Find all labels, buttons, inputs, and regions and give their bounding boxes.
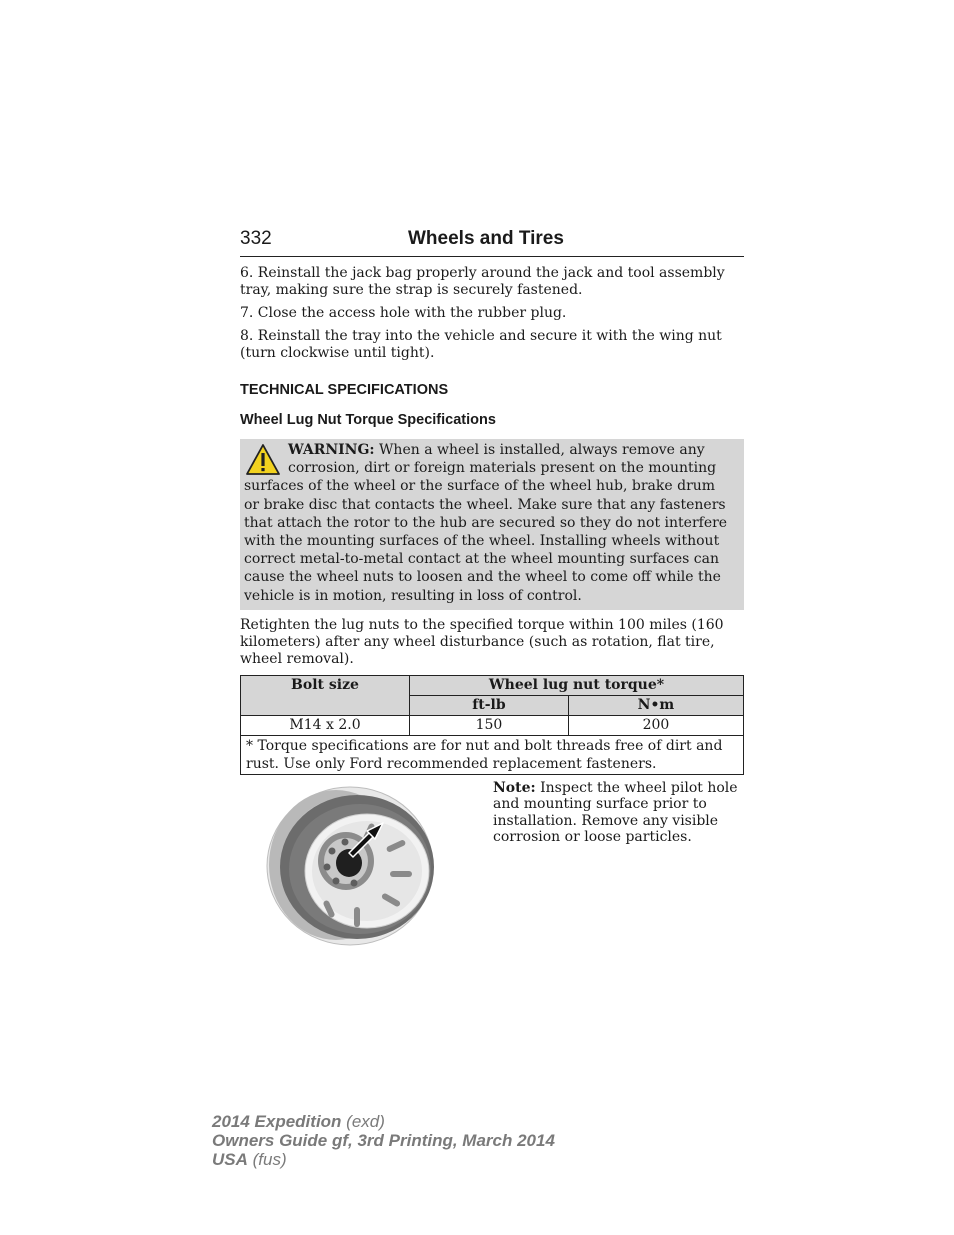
chapter-title: Wheels and Tires: [408, 228, 564, 249]
footer-region-code: (fus): [247, 1150, 287, 1169]
note-section: [240, 775, 744, 975]
table-row: [241, 715, 744, 735]
footer-model: 2014 Expedition: [212, 1112, 342, 1131]
warning-triangle-icon: [245, 443, 281, 477]
cell-bolt: M14 x 2.0: [241, 715, 410, 735]
header-torque: Wheel lug nut torque*: [410, 675, 744, 695]
torque-spec-table: [240, 675, 744, 775]
cell-nm: 200: [568, 715, 743, 735]
retighten-text: Retighten the lug nuts to the specified torque within 100 miles (160 kilometers) after any wheel disturbance (such as rotation, flat tire, wheel removal).: [240, 616, 724, 667]
page-header: [240, 228, 744, 257]
section-title: TECHNICAL SPECIFICATIONS: [240, 382, 449, 398]
header-ftlb: ft-lb: [410, 695, 569, 715]
page-number: 332: [240, 228, 272, 249]
header-nm: N•m: [568, 695, 743, 715]
header-bolt-size: Bolt size: [241, 675, 410, 715]
warning-box: [240, 439, 744, 610]
footer-guide: Owners Guide gf, 3rd Printing, March 2014: [212, 1131, 555, 1150]
note-text-block: [493, 780, 744, 846]
table-footnote: * Torque specifications are for nut and bolt threads free of dirt and rust. Use only Ford recommended replacement fasteners.: [241, 735, 744, 774]
note-text: Inspect the wheel pilot hole and mounting surface prior to installation. Remove any visible corrosion or loose particles.: [493, 779, 738, 846]
footer-model-code: (exd): [341, 1112, 385, 1131]
step-8: 8. Reinstall the tray into the vehicle and secure it with the wing nut (turn clockwise until tight).: [240, 328, 722, 361]
note-label: Note:: [493, 779, 536, 796]
warning-label: WARNING:: [288, 442, 375, 458]
wheel-illustration: [266, 785, 438, 947]
cell-ftlb: 150: [410, 715, 569, 735]
subsection-title: Wheel Lug Nut Torque Specifications: [240, 412, 496, 428]
step-7: 7. Close the access hole with the rubber plug.: [240, 305, 567, 321]
page-content: [240, 228, 744, 975]
warning-text: When a wheel is installed, always remove any corrosion, dirt or foreign materials present on the mounting surfaces of the wheel or the surface of the wheel hub, brake drum or brake disc that contacts the wheel. Make sure that any fasteners that attach the rotor to the hub are secured so they do not interfere with the mounting surfaces of the wheel. Installing wheels without correct metal-to-metal contact at the wheel mounting surfaces can cause the wheel nuts to loosen and the wheel to come off while the vehicle is in motion, resulting in loss of control.: [244, 442, 728, 604]
footer-region: USA: [212, 1150, 248, 1169]
page-footer: [212, 1112, 555, 1169]
step-6: 6. Reinstall the jack bag properly around the jack and tool assembly tray, making sure the strap is securely fastened.: [240, 265, 725, 298]
